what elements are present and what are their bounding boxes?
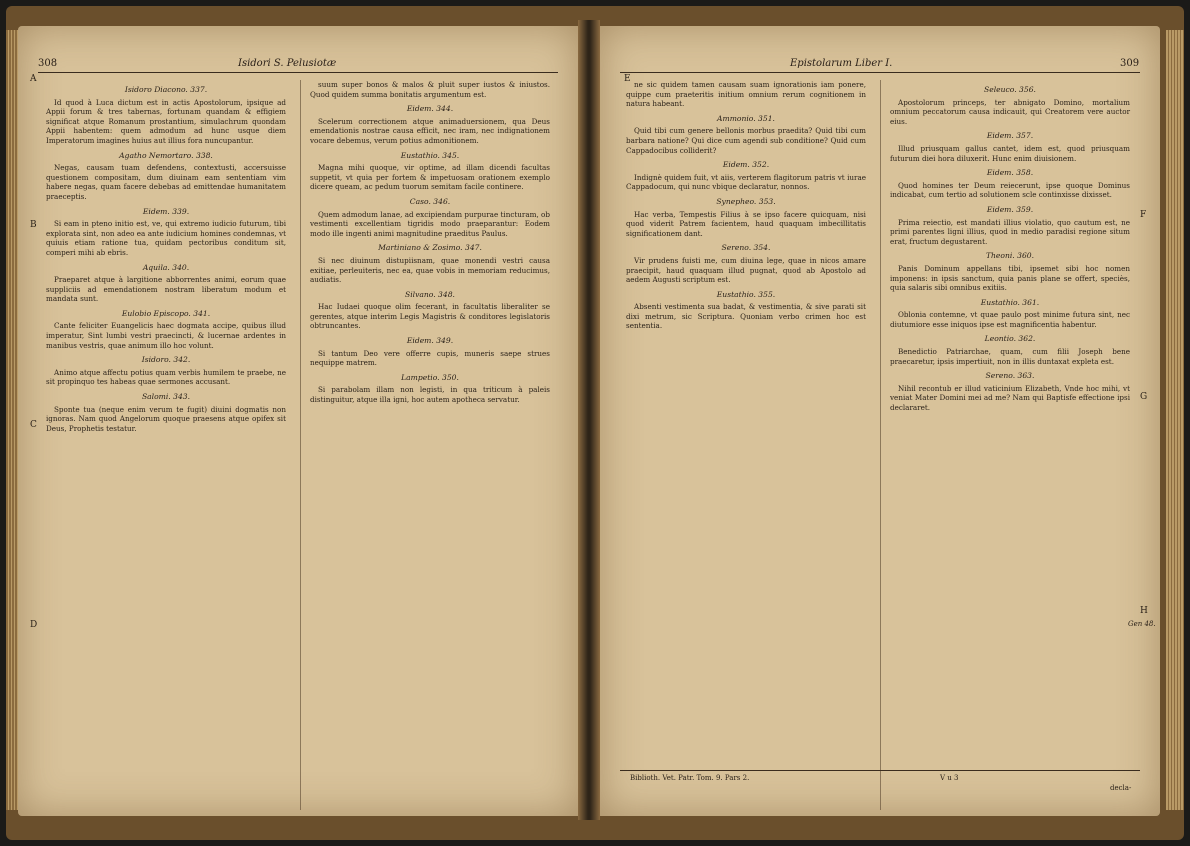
left-margin-letter-d: D xyxy=(30,620,38,630)
catchword: decla- xyxy=(1110,784,1132,792)
letter-paragraph: Magna mihi quoque, vir optime, ad illam dicendi facultas suppetit, vt quia per fortem & impetuosam orationem exemplo dicere queam, ac pedum tuorum semitam facile continere. xyxy=(310,163,550,192)
letter-heading: Eustathio. 345. xyxy=(400,150,460,160)
book-gutter xyxy=(578,20,600,820)
letter-paragraph: suum super bonos & malos & pluit super iustos & iniustos. Quod quidem summa bonitatis argumentum est. xyxy=(310,80,550,99)
letter-heading: Ammonio. 351. xyxy=(717,113,775,123)
right-header-rule xyxy=(620,72,1140,73)
letter-paragraph: Id quod à Luca dictum est in actis Apostolorum, ipsique ad Appii forum & tres tabernas, fortunam quandam & effigiem significat atque Romanum prostantium, simulachrum quondam Appii habentem: quem admodum ad hunc usque diem Imperatorum imagines huius aut illius fora nuncupantur. xyxy=(46,97,286,145)
letter-paragraph: Sponte tua (neque enim verum te fugit) diuini dogmatis non ignoras. Nam quod Angelorum quoque praesens atque opifex sit Deus, Prophetis testatur. xyxy=(46,404,286,433)
margin-note-genesis: Gen 48. xyxy=(1128,620,1156,628)
letter-heading: Eustathio. 355. xyxy=(716,289,776,299)
letter-paragraph: Illud priusquam gallus cantet, idem est, quod priusquam futurum diei hora diluxerit. Hunc enim diuisionem. xyxy=(890,143,1130,163)
letter-paragraph: Si parabolam illam non legisti, in qua triticum à paleis distinguitur, atque illa igni, hoc autem apotheca servatur. xyxy=(310,385,550,405)
letter-heading: Eidem. 344. xyxy=(406,104,454,114)
letter-heading: Eidem. 358. xyxy=(986,168,1034,178)
letter-paragraph: Scelerum correctionem atque animaduersionem, qua Deus emendationis nostrae causa efficit, nec iram, nec indignationem vocare debemus, verum potius admonitionem. xyxy=(310,116,550,145)
right-column-1 xyxy=(626,80,866,333)
left-page-edges xyxy=(6,30,18,810)
left-page xyxy=(18,26,578,816)
letter-paragraph: Cante feliciter Euangelicis haec dogmata accipe, quibus illud imperatur, Sint lumbi vestri praecincti, & lucernae ardentes in manibus vestris, quae animum illo hoc volunt. xyxy=(46,321,286,350)
letter-paragraph: Prima reiectio, est mandati illius violatio, quo cautum est, ne primi parentes ligni illius, quod in medio paradisi regione situm erat, fructum degustarent. xyxy=(890,217,1130,246)
letter-paragraph: Vir prudens fuisti me, cum diuina lege, quae in nicos amare praecipit, haud quaquam illud pugnat, quod ab Apostolo ad aedem Augusti scriptum est. xyxy=(626,255,866,285)
letter-paragraph: Benedictio Patriarchae, quam, cum filii Joseph bene praecaretur, ipsis impertiuit, non in illis duntaxat expleta est. xyxy=(890,347,1130,366)
right-page-number: 309 xyxy=(1120,58,1140,69)
letter-paragraph: Negas, causam tuam defendens, contextusti, accersuisse questionem compositam, dum diuinam eam sententiam vim habere negas, quam facere debebas ad emittendae humanitatem praeceptis. xyxy=(46,163,286,201)
left-column-2 xyxy=(310,80,550,407)
letter-paragraph: Hac verba, Tempestis Filius à se ipso facere quicquam, nisi quod viderit Patrem facientem, haud quaquam imbecillitatis significationem dant. xyxy=(626,209,866,238)
letter-paragraph: Quod homines ter Deum reiecerunt, ipse quoque Dominus indicabat, cum tertio ad solutionem scle continxisse dixisset. xyxy=(890,180,1130,200)
left-margin-letter-b: B xyxy=(30,220,37,230)
letter-heading: Agatho Nemortaro. 338. xyxy=(119,150,213,160)
letter-heading: Synepheo. 353. xyxy=(716,196,776,206)
letter-paragraph: Si eam in pteno initio est, ve, qui extremo iudicio futurum, tibi explorata sint, non adeo ea ante iudicium homines condemnas, vt quiuis etiam ratione tua, quidam pectoribus conditum sit, comperi mihi ab ebris. xyxy=(46,219,286,257)
letter-heading: Eidem. 359. xyxy=(986,204,1034,214)
left-page-number: 308 xyxy=(38,58,58,69)
letter-paragraph: Praeparet atque à largitione abborrentes animi, eorum quae suppliciis ad emendationem nostram liberatum modum et mandata sunt. xyxy=(46,275,286,304)
letter-heading: Silvano. 348. xyxy=(405,289,455,299)
letter-paragraph: Indignè quidem fuit, vt aiis, verterem flagitorum patris vt iurae Cappadocum, qui nunc vbique declaratur, nonnos. xyxy=(626,172,866,192)
letter-paragraph: Hac Iudaei quoque olim fecerant, in facultatis liberaliter se gerentes, atque interim Legis Magistris & conditores legislatoris obtruncantes. xyxy=(310,302,550,331)
letter-heading: Leontio. 362. xyxy=(984,334,1036,344)
letter-heading: Isidoro. 342. xyxy=(141,355,191,365)
letter-heading: Eidem. 339. xyxy=(142,206,190,216)
letter-heading: Sereno. 363. xyxy=(985,371,1035,381)
right-column-divider xyxy=(880,80,881,810)
letter-paragraph: Oblonia contemne, vt quae paulo post minime futura sint, nec diutumiore esse iniquos ipse est magnificentia habentur. xyxy=(890,310,1130,329)
right-margin-letter-h: H xyxy=(1140,606,1148,616)
left-column-divider xyxy=(300,80,301,810)
letter-heading: Eulobio Episcopo. 341. xyxy=(121,308,211,318)
right-column-2 xyxy=(890,80,1130,415)
letter-paragraph: Quem admodum lanae, ad excipiendam purpurae tincturam, ob vestimenti excellentiam tigridis modo praeparantur: Eodem modo ille ingenti animi magnitudine praeditus Paulus. xyxy=(310,209,550,238)
footer-signature: Biblioth. Vet. Patr. Tom. 9. Pars 2. xyxy=(630,774,750,782)
left-column-1 xyxy=(46,80,286,435)
letter-heading: Aquila. 340. xyxy=(142,262,190,272)
letter-heading: Lampetio. 350. xyxy=(401,372,459,382)
letter-heading: Isidoro Diacono. 337. xyxy=(124,85,208,94)
right-running-head: Epistolarum Liber I. xyxy=(790,58,893,69)
letter-heading: Sereno. 354. xyxy=(721,243,771,253)
footer-rule xyxy=(620,770,1140,771)
letter-heading: Martiniano & Zosimo. 347. xyxy=(378,243,482,253)
left-margin-letter-a: A xyxy=(30,74,37,84)
letter-paragraph: Absenti vestimenta sua badat, & vestimentia, & sive parati sit dixi metrum, sic Scriptura. Quoniam verbo crimen hoc est sententia. xyxy=(626,302,866,331)
right-margin-letter-f: F xyxy=(1140,210,1147,220)
letter-heading: Eustathio. 361. xyxy=(980,297,1040,307)
letter-paragraph: ne sic quidem tamen causam suam ignorationis iam ponere, quippe cum praeteritis initium omnium rerum cognitionem in natura habeant. xyxy=(626,80,866,109)
letter-heading: Eidem. 357. xyxy=(986,131,1034,141)
left-header-rule xyxy=(38,72,558,73)
letter-paragraph: Quid tibi cum genere bellonis morbus praedita? Quid tibi cum barbara natione? Qui dice cum agendi sub conditione? Quid cum Cappadocibus colliderit? xyxy=(626,126,866,155)
letter-paragraph: Si tantum Deo vere offerre cupis, muneris saepe strues nequippe matrem. xyxy=(310,348,550,368)
left-margin-letter-c: C xyxy=(30,420,37,430)
letter-heading: Theoni. 360. xyxy=(985,251,1035,261)
letter-heading: Salomi. 343. xyxy=(141,392,191,402)
left-running-head: Isidori S. Pelusiotæ xyxy=(238,58,337,69)
letter-heading: Caso. 346. xyxy=(409,196,451,206)
right-margin-letter-g: G xyxy=(1140,392,1148,402)
letter-paragraph: Nihil recontub er illud vaticinium Elizabeth, Vnde hoc mihi, vt veniat Mater Domini mei ad me? Nam qui Baptisfe effectione ipsi declararet. xyxy=(890,383,1130,413)
letter-paragraph: Animo atque affectu potius quam verbis humilem te praebe, ne sit propinquo tes habeas quae sermones accusant. xyxy=(46,367,286,387)
footer-gathering: V u 3 xyxy=(940,774,959,782)
right-page xyxy=(600,26,1160,816)
letter-heading: Seleuco. 356. xyxy=(984,85,1036,94)
letter-paragraph: Panis Dominum appellans tibi, ipsemet sibi hoc nomen imponens: in ipsis sanctum, quia panis plane se offert, speciès, quia salaris sibi omnibus exitiis. xyxy=(890,263,1130,293)
right-page-edges xyxy=(1166,30,1184,810)
letter-heading: Eidem. 349. xyxy=(406,336,454,346)
letter-paragraph: Si nec diuinum distupiisnam, quae monendi vestri causa exitiae, perleuiteris, nec ea, quae vobis in memoriam reducimus, audiatis. xyxy=(310,255,550,285)
letter-heading: Eidem. 352. xyxy=(722,160,770,170)
right-margin-letter-e: E xyxy=(624,74,631,84)
letter-paragraph: Apostolorum princeps, ter abnigato Domino, mortalium omnium peccatorum causa indicauit, qui Creatorem vere auctor eius. xyxy=(890,97,1130,126)
